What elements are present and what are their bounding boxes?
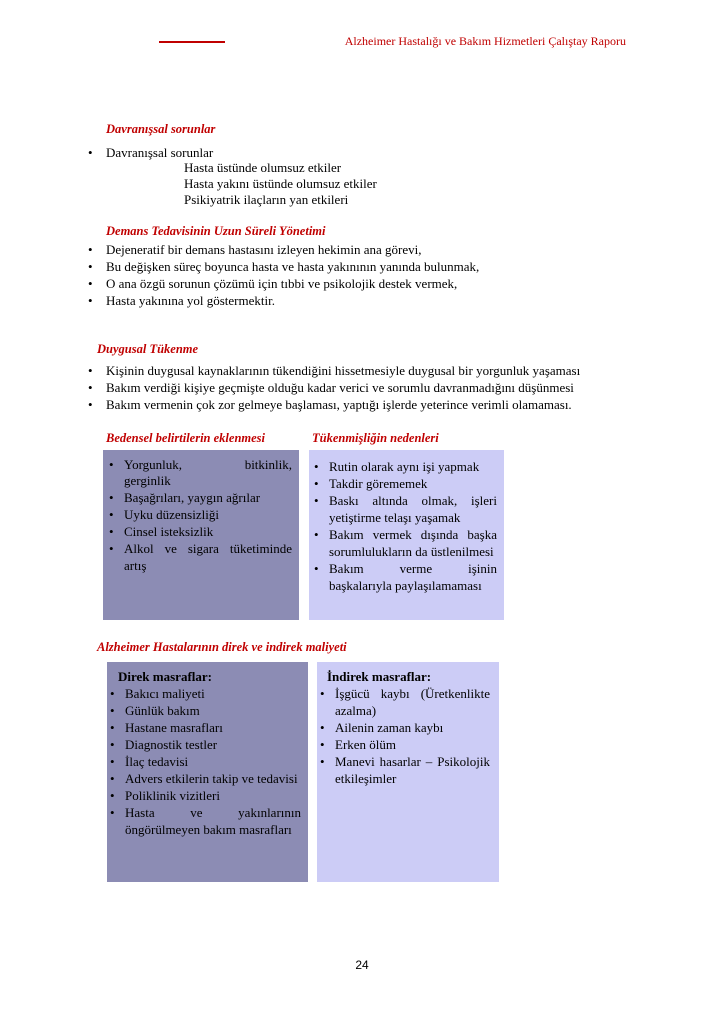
physical-symptoms-title: Bedensel belirtilerin eklenmesi <box>106 431 266 445</box>
emotional-burnout-list <box>88 362 580 413</box>
list-item: • Poliklinik vizitleri <box>108 787 301 804</box>
list-item: • Bakım vermenin çok zor gelmeye başlaması, yaptığı işlerde yeterince verimli olamaması. <box>88 396 580 413</box>
list-item: • Kişinin duygusal kaynaklarının tükendiğini hissetmesiyle duygusal bir yorgunluk yaşaması <box>88 362 580 379</box>
behavioral-list <box>88 144 213 161</box>
list-item: • Yorgunluk, bitkinlik, <box>107 456 292 473</box>
list-item: • Hastane masrafları <box>108 719 301 736</box>
physical-symptoms-box <box>103 450 299 620</box>
list-item: • Rutin olarak aynı işi yapmak <box>312 458 497 475</box>
list-item-continuation: gerginlik <box>124 473 171 488</box>
burnout-causes-title: Tükenmişliğin nedenleri <box>312 431 439 445</box>
list-item: • Günlük bakım <box>108 702 301 719</box>
list-item: • İlaç tedavisi <box>108 753 301 770</box>
list-item: • Bakım vermek dışında başka sorumlulukların da üstlenilmesi <box>312 526 497 560</box>
list-item: • Bakım verdiği kişiye geçmişte olduğu kadar verici ve sorumlu davranmadığını düşünmesi <box>88 379 580 396</box>
list-item: • Cinsel isteksizlik <box>107 523 292 540</box>
header-rule <box>159 41 225 43</box>
dementia-management-list <box>88 241 479 309</box>
list-item: • Hasta yakınına yol göstermektir. <box>88 292 479 309</box>
list-item: • İşgücü kaybı (Üretkenlikte azalma) <box>318 685 490 719</box>
list-item: • Başağrıları, yaygın ağrılar <box>107 489 292 506</box>
list-item: • Bakım verme işinin başkalarıyla paylaşılamaması <box>312 560 497 594</box>
list-item: • Bu değişken süreç boyunca hasta ve hasta yakınının yanında bulunmak, <box>88 258 479 275</box>
list-item: • Hasta ve yakınlarının öngörülmeyen bakım masrafları <box>108 804 301 838</box>
behavioral-sub-item: Hasta üstünde olumsuz etkiler <box>184 160 342 175</box>
list-item: • Takdir görememek <box>312 475 497 492</box>
burnout-causes-box <box>309 450 504 620</box>
behavioral-sub-item: Psikiyatrik ilaçların yan etkileri <box>184 192 349 207</box>
list-item: • Diagnostik testler <box>108 736 301 753</box>
costs-title: Alzheimer Hastalarının direk ve indirek maliyeti <box>97 640 347 654</box>
dementia-management-title: Demans Tedavisinin Uzun Süreli Yönetimi <box>106 224 326 238</box>
list-item: • O ana özgü sorunun çözümü için tıbbi ve psikolojik destek vermek, <box>88 275 479 292</box>
list-item: • Uyku düzensizliği <box>107 506 292 523</box>
list-item: • Ailenin zaman kaybı <box>318 719 490 736</box>
behavioral-title: Davranışsal sorunlar <box>106 122 216 136</box>
emotional-burnout-title: Duygusal Tükenme <box>97 342 199 356</box>
list-item: • Davranışsal sorunlar <box>88 144 213 161</box>
list-item: • Erken ölüm <box>318 736 490 753</box>
indirect-costs-box <box>317 662 499 882</box>
direct-costs-heading: Direk masraflar: <box>118 669 212 684</box>
list-item: • Advers etkilerin takip ve tedavisi <box>108 770 301 787</box>
indirect-costs-heading: İndirek masraflar: <box>327 669 432 684</box>
list-item: • Bakıcı maliyeti <box>108 685 301 702</box>
direct-costs-box <box>107 662 308 882</box>
page-number: 24 <box>355 958 369 972</box>
list-item: • Baskı altında olmak, işleri yetiştirme telaşı yaşamak <box>312 492 497 526</box>
list-item: • Manevi hasarlar – Psikolojik etkileşimler <box>318 753 490 787</box>
header-title: Alzheimer Hastalığı ve Bakım Hizmetleri Çalıştay Raporu <box>344 34 626 48</box>
behavioral-sub-item: Hasta yakını üstünde olumsuz etkiler <box>184 176 377 191</box>
list-item: • Dejeneratif bir demans hastasını izleyen hekimin ana görevi, <box>88 241 479 258</box>
list-item: • Alkol ve sigara tüketiminde artış <box>107 540 292 574</box>
